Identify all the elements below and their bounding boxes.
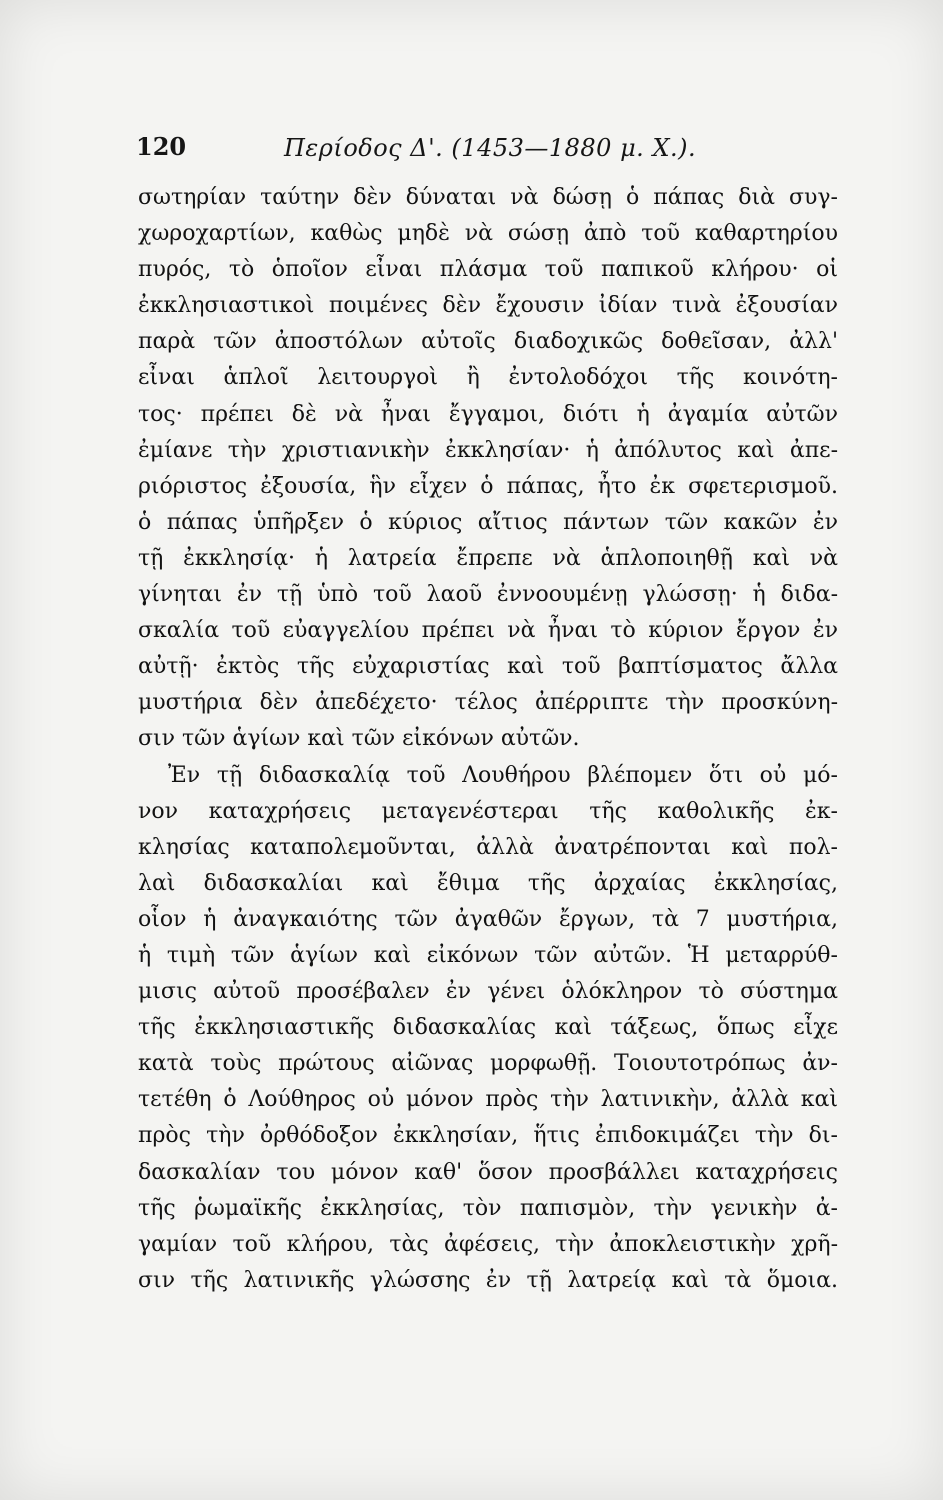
text-line: μυστήρια δὲν ἀπεδέχετο· τέλος ἀπέρριπτε τὴν προσκύνη- xyxy=(138,690,838,716)
page-number: 120 xyxy=(136,132,187,161)
text-line: τῆς ἐκκλησιαστικῆς διδασκαλίας καὶ τάξεως, ὅπως εἶχε xyxy=(138,1015,838,1041)
text-line: λαὶ διδασκαλίαι καὶ ἔθιμα τῆς ἀρχαίας ἐκκλησίας, xyxy=(138,870,838,896)
running-head: Περίοδος Δ'. (1453—1880 μ. Χ.). xyxy=(284,134,697,162)
text-line: τῇ ἐκκλησίᾳ· ἡ λατρεία ἔπρεπε νὰ ἁπλοποιηθῇ καὶ νὰ xyxy=(138,545,838,571)
text-line: αὐτῇ· ἐκτὸς τῆς εὐχαριστίας καὶ τοῦ βαπτίσματος ἄλλα xyxy=(138,654,838,680)
text-line: κλησίας καταπολεμοῦνται, ἀλλὰ ἀνατρέπονται καὶ πολ- xyxy=(138,834,838,860)
text-line: νον καταχρήσεις μεταγενέστεραι τῆς καθολικῆς ἐκ- xyxy=(138,798,838,824)
text-line: ριόριστος ἐξουσία, ἣν εἶχεν ὁ πάπας, ἦτο ἐκ σφετερισμοῦ. xyxy=(138,473,838,499)
text-line: τῆς ῥωμαϊκῆς ἐκκλησίας, τὸν παπισμὸν, τὴν γενικὴν ἀ- xyxy=(138,1195,838,1221)
text-line: σιν τῆς λατινικῆς γλώσσης ἐν τῇ λατρείᾳ καὶ τὰ ὅμοια. xyxy=(138,1267,838,1293)
page-header xyxy=(136,132,836,176)
text-line: εἶναι ἁπλοῖ λειτουργοὶ ἢ ἐντολοδόχοι τῆς κοινότη- xyxy=(138,365,838,391)
text-line: πρὸς τὴν ὀρθόδοξον ἐκκλησίαν, ἥτις ἐπιδοκιμάζει τὴν δι- xyxy=(138,1123,838,1149)
text-line: παρὰ τῶν ἀποστόλων αὐτοῖς διαδοχικῶς δοθεῖσαν, ἀλλ' xyxy=(138,329,838,355)
text-line: χωροχαρτίων, καθὼς μηδὲ νὰ σώσῃ ἀπὸ τοῦ καθαρτηρίου xyxy=(138,221,838,247)
text-line: δασκαλίαν του μόνον καθ' ὅσον προσβάλλει καταχρήσεις xyxy=(138,1159,838,1185)
text-line: σωτηρίαν ταύτην δὲν δύναται νὰ δώσῃ ὁ πάπας διὰ συγ- xyxy=(138,185,838,210)
text-line: τετέθη ὁ Λούθηρος οὐ μόνον πρὸς τὴν λατινικὴν, ἀλλὰ καὶ xyxy=(138,1087,838,1113)
text-line: γαμίαν τοῦ κλήρου, τὰς ἀφέσεις, τὴν ἀποκλειστικὴν χρῆ- xyxy=(138,1231,838,1257)
text-line: σιν τῶν ἁγίων καὶ τῶν εἰκόνων αὐτῶν. xyxy=(138,726,580,752)
body-text xyxy=(138,180,838,1299)
text-line: ὁ πάπας ὑπῆρξεν ὁ κύριος αἴτιος πάντων τῶν κακῶν ἐν xyxy=(138,509,838,535)
text-line: Ἐν τῇ διδασκαλίᾳ τοῦ Λουθήρου βλέπομεν ὅτι οὐ μό- xyxy=(168,762,838,788)
text-line: ἐκκλησιαστικοὶ ποιμένες δὲν ἔχουσιν ἰδίαν τινὰ ἐξουσίαν xyxy=(138,293,838,319)
text-line: πυρός, τὸ ὁποῖον εἶναι πλάσμα τοῦ παπικοῦ κλήρου· οἱ xyxy=(138,257,838,283)
text-line: κατὰ τοὺς πρώτους αἰῶνας μορφωθῇ. Τοιουτοτρόπως ἀν- xyxy=(138,1051,838,1077)
text-line: γίνηται ἐν τῇ ὑπὸ τοῦ λαοῦ ἐννοουμένῃ γλώσσῃ· ἡ διδα- xyxy=(138,582,838,608)
text-line: τος· πρέπει δὲ νὰ ἦναι ἔγγαμοι, διότι ἡ ἀγαμία αὐτῶν xyxy=(138,401,838,427)
text-line: σκαλία τοῦ εὐαγγελίου πρέπει νὰ ἦναι τὸ κύριον ἔργον ἐν xyxy=(138,618,838,644)
text-line: ἐμίανε τὴν χριστιανικὴν ἐκκλησίαν· ἡ ἀπόλυτος καὶ ἀπε- xyxy=(138,437,838,463)
text-line: οἷον ἡ ἀναγκαιότης τῶν ἀγαθῶν ἔργων, τὰ 7 μυστήρια, xyxy=(138,906,838,932)
text-line: μισις αὐτοῦ προσέβαλεν ἐν γένει ὁλόκληρον τὸ σύστημα xyxy=(138,979,838,1005)
text-line: ἡ τιμὴ τῶν ἁγίων καὶ εἰκόνων τῶν αὐτῶν. Ἡ μεταρρύθ- xyxy=(138,942,838,968)
